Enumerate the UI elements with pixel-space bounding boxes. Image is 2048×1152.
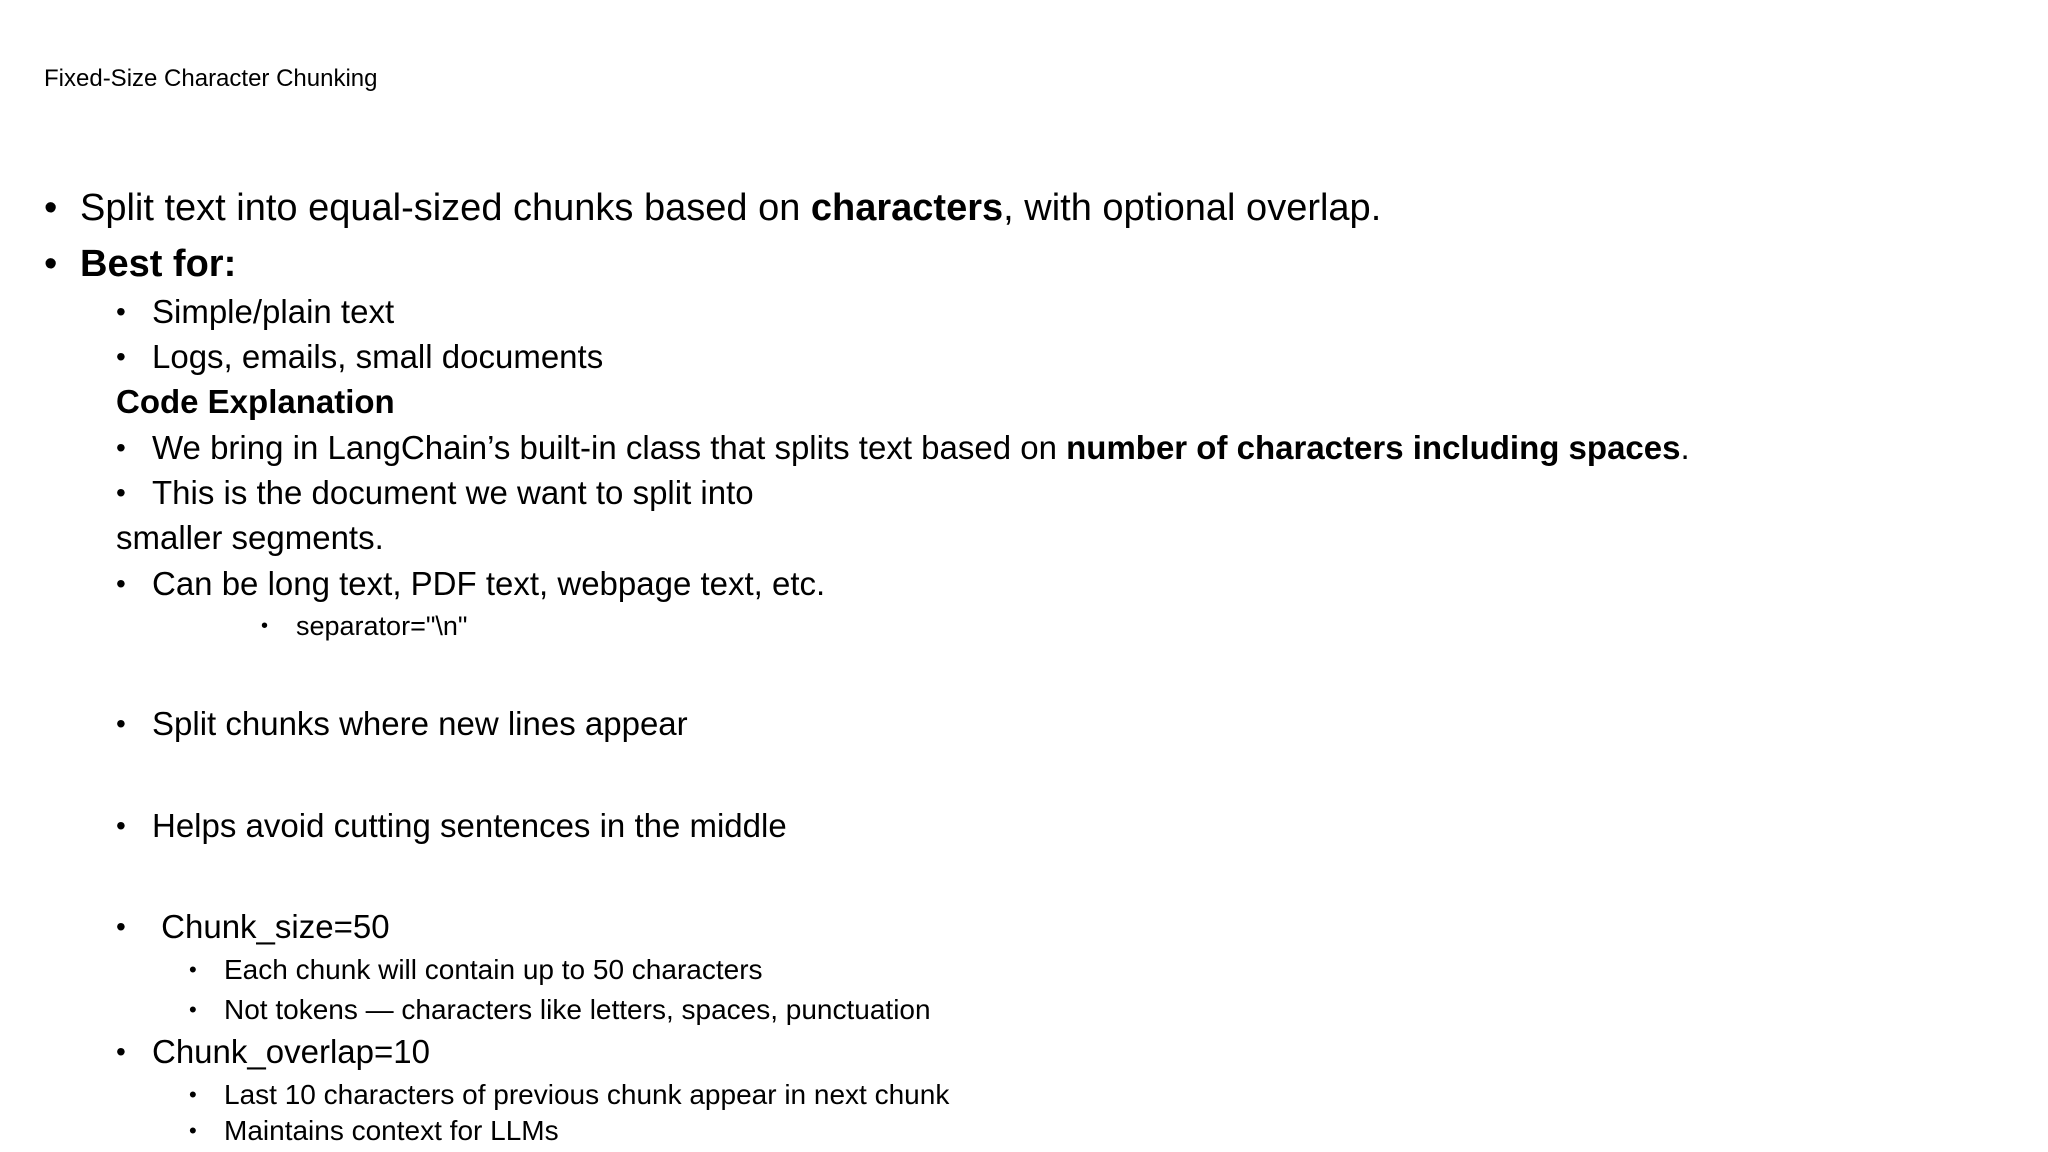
bullet-dot: • [189,1118,197,1143]
bullet-dot: • [189,957,197,982]
bullet-dot: • [44,187,58,229]
bullet-dot: • [116,341,126,372]
bullet-logs: Logs, emails, small documents [152,338,604,375]
bullet-best-for: Best for: [80,243,237,285]
bullet-separator: separator="\n" [296,611,468,641]
langchain-bold: number of characters including spaces [1066,429,1681,466]
bullet-dot: • [116,1036,126,1067]
bullet-dot: • [116,568,126,599]
bullet-dot: • [116,911,126,942]
bullet-dot: • [189,997,197,1022]
bullet-chunk-overlap-detail2: Maintains context for LLMs [224,1115,559,1146]
bullet-chunk-size-detail1: Each chunk will contain up to 50 characters [224,954,763,985]
bullet-split-newlines: Split chunks where new lines appear [152,705,688,742]
langchain-post: . [1680,429,1690,466]
bullet-document-line1: This is the document we want to split into [152,474,754,511]
bullet-dot: • [116,477,126,508]
bullet-dot: • [116,708,126,739]
bullet-avoid-cutting: Helps avoid cutting sentences in the middle [152,807,787,844]
bullet-dot: • [116,432,126,463]
split-text-bold: characters [810,187,1004,229]
bullet-chunk-overlap: Chunk_overlap=10 [152,1033,430,1070]
bullet-dot: • [261,615,269,637]
bullet-chunk-size-detail2: Not tokens — characters like letters, spaces, punctuation [224,994,931,1025]
bullet-chunk-size: Chunk_size=50 [152,908,390,945]
code-explanation-heading: Code Explanation [116,383,395,420]
split-text-post: , with optional overlap. [1003,187,1382,229]
bullet-dot: • [116,810,126,841]
bullet-dot: • [189,1082,197,1107]
split-text-pre: Split text into equal-sized chunks based on [80,187,811,229]
bullet-chunk-overlap-detail1: Last 10 characters of previous chunk appear in next chunk [224,1079,950,1110]
bullet-simple-text: Simple/plain text [152,293,395,330]
bullet-dot: • [116,296,126,327]
bullet-split-text [80,186,1381,230]
langchain-pre: We bring in LangChain’s built-in class that splits text based on [152,429,1067,466]
bullet-langchain [152,428,1690,468]
bullet-document-line2: smaller segments. [116,519,384,556]
bullet-dot: • [44,243,58,285]
bullet-long-text: Can be long text, PDF text, webpage text, etc. [152,565,826,602]
slide-title: Fixed-Size Character Chunking [44,65,378,92]
